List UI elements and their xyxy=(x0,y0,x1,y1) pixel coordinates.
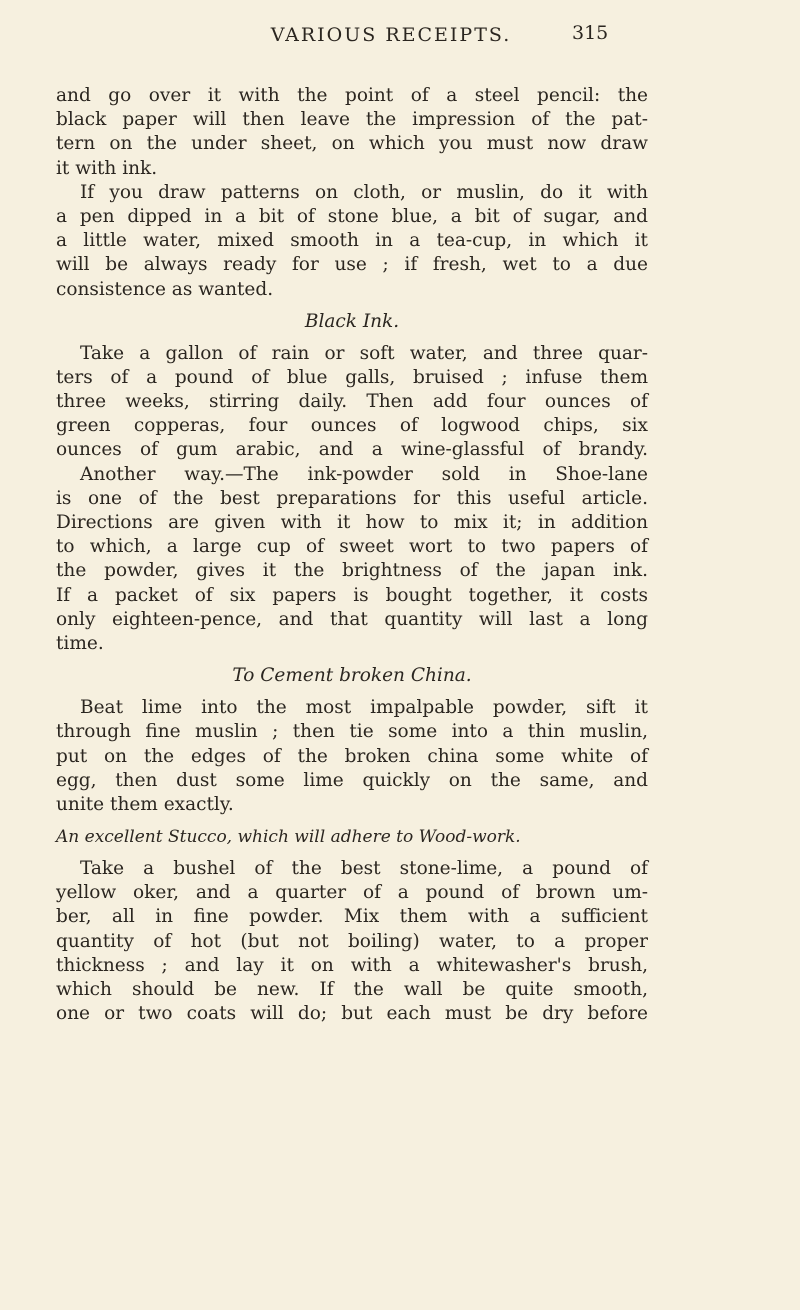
running-head xyxy=(0,10,800,60)
text-line: three weeks, stirring daily. Then add four ounces of xyxy=(56,391,648,413)
body-text xyxy=(56,84,648,1026)
text-line: Take a bushel of the best stone-lime, a pound of xyxy=(80,858,648,880)
text-line: green copperas, four ounces of logwood chips, six xyxy=(56,415,648,437)
text-line: through fine muslin ; then tie some into a thin muslin, xyxy=(56,721,648,743)
text-line: Directions are given with it how to mix it; in addition xyxy=(56,512,648,533)
text-line: If you draw patterns on cloth, or muslin, do it with xyxy=(80,181,648,203)
text-line: to which, a large cup of sweet wort to two papers of xyxy=(56,536,648,558)
text-line: unite them exactly. xyxy=(56,793,234,815)
text-line: Take a gallon of rain or soft water, and three quar- xyxy=(80,342,648,364)
text-line: time. xyxy=(56,632,104,654)
text-line: the powder, gives it the brightness of the japan ink. xyxy=(56,560,648,582)
text-line: one or two coats will do; but each must be dry before xyxy=(56,1003,648,1025)
text-line: If a packet of six papers is bought together, it costs xyxy=(56,584,648,606)
text-line: tern on the under sheet, on which you must now draw xyxy=(56,133,648,155)
section-heading: An excellent Stucco, which will adhere to Wood-work. xyxy=(56,827,521,848)
text-line: put on the edges of the broken china some white of xyxy=(56,745,648,767)
text-line: and go over it with the point of a steel pencil: the xyxy=(56,85,648,106)
text-line: Beat lime into the most impalpable powder, sift it xyxy=(80,697,648,719)
text-line: which should be new. If the wall be quite smooth, xyxy=(56,979,648,1000)
text-line: will be always ready for use ; if fresh, wet to a due xyxy=(56,254,648,276)
text-line: it with ink. xyxy=(56,157,158,179)
text-line: is one of the best preparations for this useful article. xyxy=(56,487,648,509)
section-heading: Black Ink. xyxy=(304,310,400,332)
page-number: 315 xyxy=(572,22,609,44)
text-line: quantity of hot (but not boiling) water, to a proper xyxy=(56,930,648,952)
text-line: consistence as wanted. xyxy=(56,278,274,300)
text-line: thickness ; and lay it on with a whitewasher's brush, xyxy=(56,954,648,976)
text-line: ounces of gum arabic, and a wine-glassful of brandy. xyxy=(56,439,648,461)
text-line: a little water, mixed smooth in a tea-cup, in which it xyxy=(56,230,648,252)
text-line: yellow oker, and a quarter of a pound of brown um- xyxy=(56,882,648,904)
text-line: only eighteen-pence, and that quantity will last a long xyxy=(56,608,648,630)
text-line: a pen dipped in a bit of stone blue, a bit of sugar, and xyxy=(56,205,648,227)
text-line: ber, all in fine powder. Mix them with a sufficient xyxy=(56,906,648,928)
text-line: black paper will then leave the impression of the pat- xyxy=(56,109,648,131)
running-title: VARIOUS RECEIPTS. xyxy=(270,24,512,46)
text-line: egg, then dust some lime quickly on the same, and xyxy=(56,769,648,791)
text-line: Another way.—The ink-powder sold in Shoe-lane xyxy=(80,463,648,485)
text-line: ters of a pound of blue galls, bruised ; infuse them xyxy=(56,366,648,388)
section-heading: To Cement broken China. xyxy=(232,665,472,687)
